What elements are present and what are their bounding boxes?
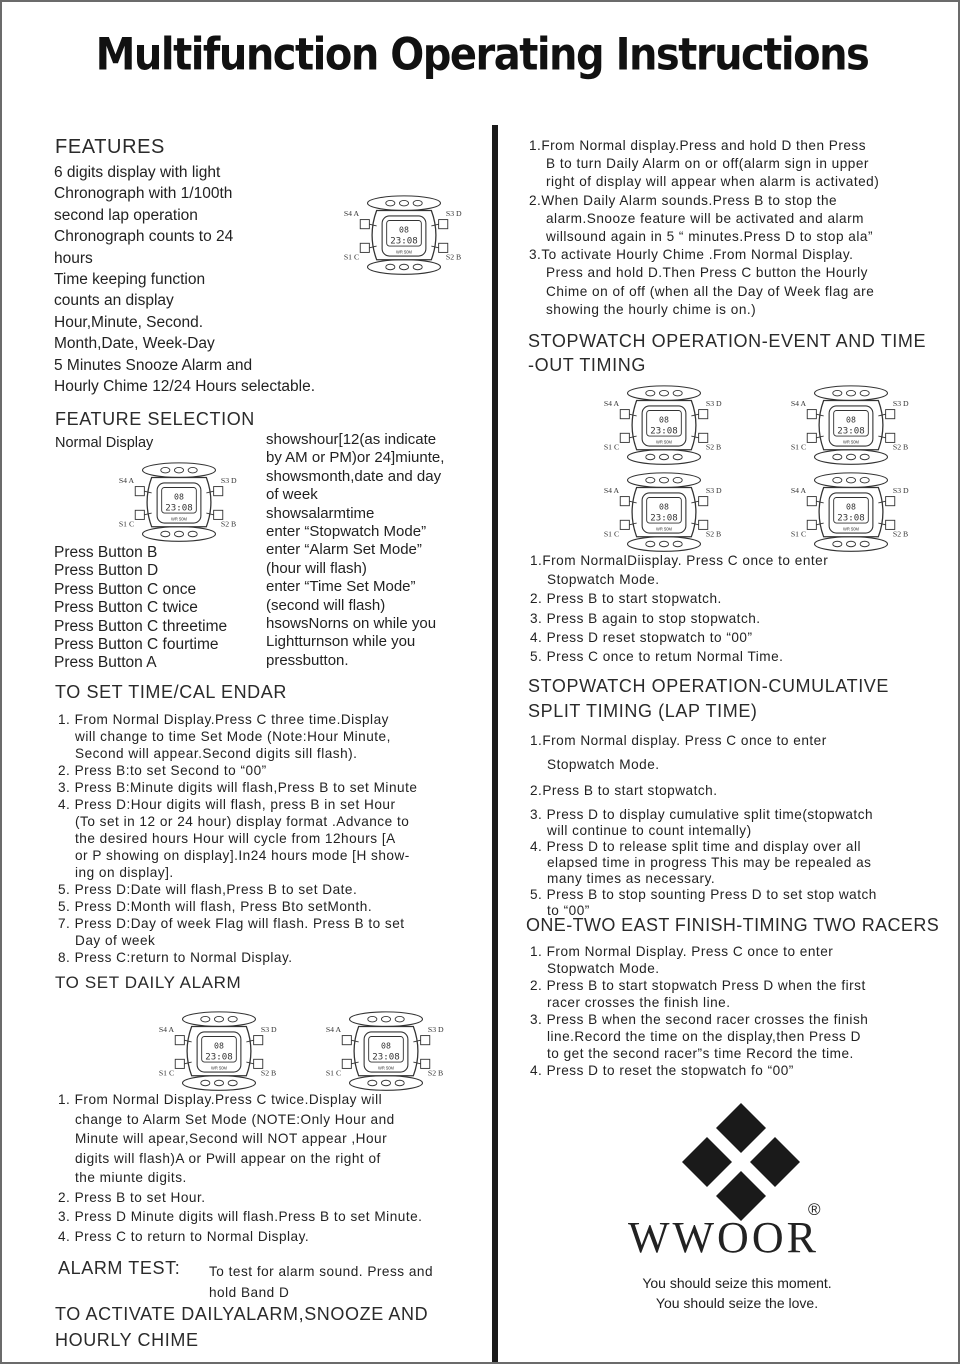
description-line: enter “Alarm Set Mode”	[266, 541, 422, 559]
watch-wr: WR 50M	[843, 439, 859, 445]
watch-wr: WR 50M	[378, 1065, 394, 1071]
alarm-test-heading: ALARM TEST:	[58, 1258, 181, 1278]
step-line: 7. Press D:Day of week Flag will flash. Press B to set	[58, 916, 405, 931]
watch-diagram	[602, 382, 726, 475]
watch-diagram	[324, 1008, 448, 1101]
step-line: 4. Press C to return to Normal Display.	[58, 1228, 310, 1244]
watch-wr: WR 50M	[656, 526, 672, 532]
watch-date: 08	[399, 224, 409, 235]
step-line: or P showing on display].In24 hours mode [H show-	[75, 848, 410, 863]
chime-steps	[529, 137, 949, 319]
description-line: pressbutton.	[266, 651, 349, 669]
button-s2-label: S2 B	[892, 529, 909, 539]
normal-display-label: Normal Display	[55, 435, 154, 451]
step-line: 2. Press B to set Hour.	[58, 1189, 206, 1205]
features-heading: FEATURES	[55, 136, 165, 158]
watch-time: 23:08	[837, 513, 865, 524]
step-line: 4. Press D to reset the stopwatch fo “00”	[530, 1063, 794, 1078]
step-line: showing the hourly chime is on.)	[546, 301, 757, 317]
stopwatch-split-steps	[530, 729, 950, 919]
watch-wr: WR 50M	[843, 526, 859, 532]
button-s4-label: S4 A	[790, 398, 807, 408]
heading-line: STOPWATCH OPERATION-EVENT AND TIME	[528, 331, 927, 351]
features-line: counts an display	[54, 292, 174, 310]
watch-time: 23:08	[650, 426, 678, 437]
button-s1-label: S1 C	[325, 1068, 342, 1078]
button-label: Press Button D	[54, 562, 159, 580]
description-line: hsowsNorns on while you	[266, 615, 437, 633]
alarm-test-line: To test for alarm sound. Press and	[209, 1264, 434, 1279]
step-line: alarm.Snooze feature will be activated and alarm	[546, 210, 864, 226]
button-descriptions	[266, 431, 481, 670]
step-line: 3. Press D Minute digits will flash.Press B to set Minute.	[58, 1209, 423, 1224]
step-line: Second will appear.Second digits sill flash).	[75, 746, 358, 761]
button-label: Press Button C twice	[54, 599, 198, 617]
description-line: showsalarmtime	[266, 504, 375, 522]
step-line: Stopwatch Mode.	[547, 757, 660, 772]
step-line: willsound again in 5 “ minutes.Press D to stop ala”	[546, 229, 873, 245]
features-line: Chronograph with 1/100th	[54, 185, 233, 203]
activate-heading-line: TO ACTIVATE DAILYALARM,SNOOZE AND	[55, 1304, 429, 1324]
step-line: elapsed time in progress This may be repealed as	[547, 855, 872, 870]
step-line: line.Record the time on the display,then Press D	[547, 1029, 861, 1044]
step-line: 3. Press B again to stop stopwatch.	[530, 610, 761, 626]
watch-date: 08	[381, 1040, 391, 1051]
activate-heading-line: HOURLY CHIME	[55, 1330, 199, 1350]
button-s1-label: S1 C	[603, 529, 620, 539]
step-line: to “00”	[547, 903, 590, 918]
button-s2-label: S2 B	[892, 442, 909, 452]
racers-heading: ONE-TWO EAST FINISH-TIMING TWO RACERS	[526, 915, 940, 935]
set-time-steps	[58, 711, 478, 966]
button-label: Press Button C fourtime	[54, 636, 219, 654]
step-line: 4. Press D:Hour digits will flash, press B in set Hour	[58, 797, 396, 812]
button-s4-label: S4 A	[325, 1024, 342, 1034]
step-line: B to turn Daily Alarm on or off(alarm sign in upper	[546, 156, 869, 172]
button-s3-label: S3 D	[427, 1024, 444, 1034]
step-line: 5. Press D:Month will flash, Press Bto setMonth.	[58, 899, 373, 914]
button-s2-label: S2 B	[427, 1068, 444, 1078]
features-line: Time keeping function	[54, 271, 206, 289]
registered-mark: ®	[808, 1200, 821, 1219]
watch-date: 08	[659, 501, 669, 512]
button-s3-label: S3 D	[445, 208, 462, 218]
heading-line: -OUT TIMING	[528, 355, 646, 375]
step-line: 1. From Normal Display. Press C once to enter	[530, 944, 834, 959]
button-s4-label: S4 A	[790, 485, 807, 495]
step-line: 1.From Normal display.Press and hold D then Press	[529, 138, 867, 153]
alarm-test-line: hold Band D	[209, 1285, 290, 1300]
alarm-test-text	[209, 1261, 433, 1303]
step-line: many times as necessary.	[547, 871, 716, 886]
watch-wr: WR 50M	[656, 439, 672, 445]
step-line: 3.To activate Hourly Chime .From Normal Display.	[529, 247, 854, 263]
step-line: right of display will appear when alarm is activated)	[546, 174, 880, 190]
button-s4-label: S4 A	[343, 208, 360, 218]
description-line: showshour[12(as indicate	[266, 431, 437, 448]
step-line: 2.When Daily Alarm sounds.Press B to stop the	[529, 192, 838, 208]
step-line: the miunte digits.	[75, 1170, 187, 1185]
stopwatch-event-heading	[528, 329, 926, 377]
watch-diagram	[602, 469, 726, 562]
stopwatch-event-steps	[530, 551, 950, 666]
features-line: Hour,Minute, Second.	[54, 313, 204, 331]
features-list	[54, 162, 354, 397]
daily-alarm-heading: TO SET DAILY ALARM	[55, 973, 242, 992]
step-line: 1. From Normal Display.Press C three time.Display	[58, 712, 389, 727]
button-s4-label: S4 A	[158, 1024, 175, 1034]
button-s3-label: S3 D	[220, 475, 237, 485]
slogan-line: You should seize the love.	[655, 1295, 819, 1311]
racers-steps	[530, 943, 950, 1079]
stopwatch-split-heading	[528, 674, 889, 724]
step-line: 2. Press B:to set Second to “00”	[58, 763, 267, 778]
button-s2-label: S2 B	[445, 252, 462, 262]
description-line: Lightturnson while you	[266, 633, 416, 651]
step-line: 3. Press B:Minute digits will flash,Press B to set Minute	[58, 780, 418, 795]
page-title: Multifunction Operating Instructions	[95, 29, 869, 81]
step-line: 2. Press B to start stopwatch.	[530, 591, 722, 607]
step-line: Press and hold D.Then Press C button the Hourly	[546, 265, 868, 281]
step-line: Chime on of off (when all the Day of Week flag are	[546, 283, 875, 299]
button-s1-label: S1 C	[343, 252, 360, 262]
step-line: 2.Press B to start stopwatch.	[530, 783, 718, 798]
button-s1-label: S1 C	[790, 529, 807, 539]
features-line: second lap operation	[54, 206, 198, 224]
brand-name: WWOOR	[628, 1213, 819, 1262]
button-s4-label: S4 A	[118, 475, 135, 485]
features-line: Month,Date, Week-Day	[54, 335, 215, 353]
watch-date: 08	[174, 491, 184, 502]
description-line: (second will flash)	[266, 596, 386, 614]
set-time-heading: TO SET TIME/CAL ENDAR	[55, 682, 287, 702]
button-s4-label: S4 A	[603, 485, 620, 495]
button-s2-label: S2 B	[705, 442, 722, 452]
watch-time: 23:08	[165, 503, 193, 514]
daily-alarm-steps	[58, 1090, 478, 1246]
watch-diagram	[117, 459, 241, 552]
watch-time: 23:08	[205, 1052, 233, 1063]
watch-date: 08	[846, 414, 856, 425]
features-line: 6 digits display with light	[54, 164, 221, 181]
button-s3-label: S3 D	[705, 485, 722, 495]
button-s1-label: S1 C	[158, 1068, 175, 1078]
step-line: 5. Press B to stop sounting Press D to set stop watch	[530, 887, 877, 902]
watch-date: 08	[846, 501, 856, 512]
button-label: Press Button B	[54, 544, 158, 561]
button-s1-label: S1 C	[118, 519, 135, 529]
step-line: change to Alarm Set Mode (NOTE:Only Hour and	[75, 1111, 395, 1127]
step-line: Stopwatch Mode.	[547, 961, 660, 976]
description-line: by AM or PM)or 24]miunte,	[266, 449, 445, 467]
watch-date: 08	[659, 414, 669, 425]
button-s1-label: S1 C	[603, 442, 620, 452]
description-line: enter “Stopwatch Mode”	[266, 523, 427, 541]
button-s3-label: S3 D	[705, 398, 722, 408]
button-s3-label: S3 D	[260, 1024, 277, 1034]
watch-time: 23:08	[372, 1052, 400, 1063]
button-s2-label: S2 B	[705, 529, 722, 539]
heading-line: STOPWATCH OPERATION-CUMULATIVE	[528, 676, 890, 696]
step-line: Day of week	[75, 933, 156, 948]
watch-diagram	[789, 382, 913, 475]
description-line: showsmonth,date and day	[266, 467, 442, 485]
step-line: will change to time Set Mode (Note:Hour Minute,	[75, 729, 391, 744]
description-line: of week	[266, 486, 318, 504]
step-line: 3. Press B when the second racer crosses the finish	[530, 1012, 869, 1027]
step-line: 4. Press D to release split time and display over all	[530, 839, 861, 854]
watch-wr: WR 50M	[171, 516, 187, 522]
step-line: 1.From Normal display. Press C once to enter	[530, 733, 827, 748]
activate-heading	[55, 1301, 428, 1353]
step-line: to get the second racer”s time Record the time.	[547, 1046, 854, 1061]
button-label: Press Button C once	[54, 580, 197, 598]
button-s2-label: S2 B	[220, 519, 237, 529]
step-line: will continue to count intemally)	[547, 823, 752, 838]
button-s3-label: S3 D	[892, 485, 909, 495]
watch-wr: WR 50M	[396, 249, 412, 255]
heading-line: SPLIT TIMING (LAP TIME)	[528, 701, 758, 721]
watch-diagram	[789, 469, 913, 562]
step-line: racer crosses the finish line.	[547, 995, 731, 1010]
button-label: Press Button C threetime	[54, 617, 228, 635]
step-line: 8. Press C:return to Normal Display.	[58, 950, 293, 965]
watch-time: 23:08	[390, 236, 418, 247]
step-line: (To set in 12 or 24 hour) display format .Advance to	[75, 814, 410, 829]
step-line: 1. From Normal Display.Press C twice.Display will	[58, 1092, 383, 1107]
features-line: hours	[54, 249, 93, 267]
step-line: the desired hours Hour will cycle from 12hours [A	[75, 831, 396, 846]
features-line: 5 Minutes Snooze Alarm and	[54, 356, 253, 374]
step-line: 1.From NormalDiisplay. Press C once to enter	[530, 553, 829, 568]
feature-selection-heading: FEATURE SELECTION	[55, 409, 255, 429]
watch-diagram	[157, 1008, 281, 1101]
button-label: Press Button A	[54, 654, 157, 672]
button-s2-label: S2 B	[260, 1068, 277, 1078]
button-s1-label: S1 C	[790, 442, 807, 452]
features-line: Chronograph counts to 24	[54, 228, 234, 246]
button-s4-label: S4 A	[603, 398, 620, 408]
watch-time: 23:08	[650, 513, 678, 524]
features-line: Hourly Chime 12/24 Hours selectable.	[54, 378, 316, 396]
description-line: (hour will flash)	[266, 559, 367, 577]
column-divider	[492, 125, 498, 1362]
watch-wr: WR 50M	[211, 1065, 227, 1071]
step-line: 3. Press D to display cumulative split time(stopwatch	[530, 807, 874, 822]
step-line: digits will flash)A or Pwill appear on the right of	[75, 1150, 381, 1166]
step-line: 2. Press B to start stopwatch Press D when the first	[530, 978, 866, 993]
button-s3-label: S3 D	[892, 398, 909, 408]
watch-diagram	[342, 192, 466, 285]
description-line: enter “Time Set Mode”	[266, 578, 416, 596]
slogan-line: You should seize this moment.	[642, 1275, 832, 1291]
watch-date: 08	[214, 1040, 224, 1051]
watch-time: 23:08	[837, 426, 865, 437]
brand-logo-icon	[680, 1101, 802, 1223]
step-line: 4. Press D reset stopwatch to “00”	[530, 629, 753, 645]
step-line: 5. Press C once to retum Normal Time.	[530, 649, 784, 665]
step-line: 5. Press D:Date will flash,Press B to set Date.	[58, 882, 358, 897]
step-line: Minute will apear,Second will NOT appear ,Hour	[75, 1131, 388, 1146]
button-list	[54, 544, 269, 673]
step-line: Stopwatch Mode.	[547, 572, 660, 588]
step-line: ing on display].	[75, 865, 174, 880]
